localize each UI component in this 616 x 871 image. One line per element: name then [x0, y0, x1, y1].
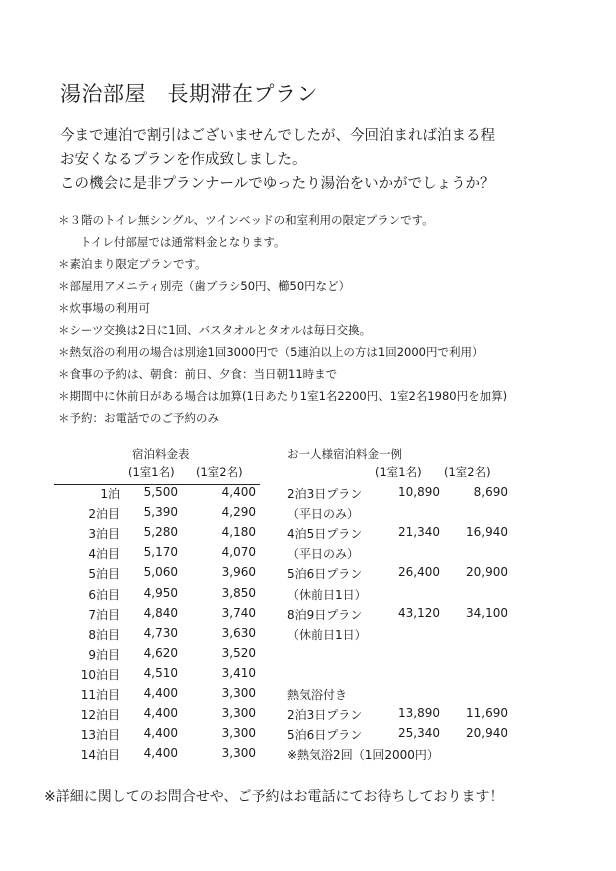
example-single-cell: 13,890: [398, 706, 440, 721]
rate-double-cell: 3,410: [221, 665, 256, 680]
rate-single-cell: 4,400: [143, 686, 178, 700]
rate-day-cell: 2泊目: [88, 507, 120, 522]
example-plan-cell: 5泊6日プラン: [287, 567, 363, 582]
rate-single-cell: 4,620: [143, 645, 178, 660]
rate-single-cell: 5,390: [143, 505, 178, 520]
example-single-cell: 43,120: [398, 605, 440, 620]
example-single-cell: 25,340: [398, 726, 440, 741]
example-single-cell: 10,890: [398, 485, 440, 499]
intro-line-3: この機会に是非プランナールでゆったり湯治をいかがでしょうか？: [60, 176, 495, 192]
note-item: ＊期間中に休前日がある場合は加算(1日あたり1室1名2200円、1室2名1980円を加算): [58, 389, 508, 403]
rate-single-cell: 4,400: [143, 726, 178, 741]
page-title: 湯治部屋 長期滞在プラン: [60, 82, 318, 106]
note-item: ＊３階のトイレ無シングル、ツインベッドの和室利用の限定プランです。: [58, 213, 434, 227]
note-item: ＊部屋用アメニティ別売（歯ブラシ50円、櫛50円など）: [58, 279, 351, 293]
rate-day-cell: 3泊目: [88, 527, 120, 542]
rate-single-cell: 5,170: [143, 545, 178, 560]
rate-double-cell: 3,850: [221, 585, 256, 600]
note-item: ＊素泊まり限定プランです。: [58, 257, 207, 271]
rate-double-cell: 3,630: [221, 625, 256, 640]
rate-single-cell: 5,500: [143, 485, 178, 499]
rate-day-cell: 1泊: [100, 487, 120, 501]
note-item: ＊予約：お電話でのご予約のみ: [58, 411, 219, 425]
example-table-col-double: (1室2名): [444, 465, 491, 479]
rate-day-cell: 9泊目: [88, 647, 120, 662]
note-item: ＊シーツ交換は2日に1回、バスタオルとタオルは毎日交換。: [58, 323, 372, 337]
example-double-cell: 20,940: [466, 726, 508, 741]
rate-double-cell: 3,960: [221, 565, 256, 580]
note-item: ＊熱気浴の利用の場合は別途1回3000円で（5連泊以上の方は1回2000円で利用）: [58, 345, 484, 359]
rate-day-cell: 11泊目: [80, 688, 120, 702]
example-table-title: お一人様宿泊料金一例: [287, 447, 402, 461]
footer-note: ※詳細に関してのお問合せや、ご予約はお電話にてお待ちしております！: [44, 789, 504, 805]
example-plan-cell: 5泊6日プラン: [287, 728, 363, 743]
rate-day-cell: 13泊目: [80, 728, 120, 743]
rate-day-cell: 4泊目: [88, 547, 120, 562]
rate-single-cell: 4,400: [143, 706, 178, 721]
intro-line-2: お安くなるプランを作成致しました。: [60, 152, 307, 168]
intro-line-1: 今まで連泊で割引はございませんでしたが、今回泊まれば泊まる程: [60, 128, 495, 144]
rate-double-cell: 3,300: [221, 746, 256, 761]
rate-double-cell: 4,180: [221, 525, 256, 540]
example-double-cell: 8,690: [473, 485, 508, 499]
rate-day-cell: 12泊目: [80, 708, 120, 723]
rate-single-cell: 4,510: [143, 665, 178, 680]
rate-double-cell: 3,300: [221, 706, 256, 721]
rate-double-cell: 3,740: [221, 605, 256, 620]
rate-day-cell: 7泊目: [88, 607, 120, 622]
example-plan-cell: 8泊9日プラン: [287, 607, 363, 622]
rate-day-cell: 10泊目: [80, 667, 120, 682]
example-plan-cell: 熱気浴付き: [287, 688, 348, 702]
note-item: ＊炊事場の利用可: [58, 301, 150, 315]
rate-double-cell: 4,070: [221, 545, 256, 560]
example-plan-cell: （平日のみ）: [287, 507, 360, 522]
rate-table-col-double: (1室2名): [196, 465, 243, 479]
rate-single-cell: 4,730: [143, 625, 178, 640]
rate-double-cell: 3,300: [221, 686, 256, 700]
example-plan-cell: 2泊3日プラン: [287, 487, 363, 501]
example-plan-cell: 2泊3日プラン: [287, 708, 363, 723]
rate-single-cell: 4,950: [143, 585, 178, 600]
example-plan-cell: （休前日1日）: [287, 587, 367, 602]
example-plan-cell: 4泊5日プラン: [287, 527, 363, 542]
rate-single-cell: 4,400: [143, 746, 178, 761]
rate-single-cell: 4,840: [143, 605, 178, 620]
example-plan-cell: （休前日1日）: [287, 627, 367, 642]
note-item: トイレ付部屋では通常料金となります。: [80, 235, 286, 249]
rate-double-cell: 4,400: [221, 485, 256, 499]
rate-day-cell: 8泊目: [88, 627, 120, 642]
example-single-cell: 21,340: [398, 525, 440, 540]
example-double-cell: 20,900: [466, 565, 508, 580]
example-double-cell: 11,690: [466, 706, 508, 721]
rate-single-cell: 5,060: [143, 565, 178, 580]
rate-day-cell: 6泊目: [88, 587, 120, 602]
rate-single-cell: 5,280: [143, 525, 178, 540]
example-double-cell: 34,100: [466, 605, 508, 620]
example-table-col-single: (1室1名): [375, 465, 422, 479]
rate-double-cell: 3,300: [221, 726, 256, 741]
rate-table-title: 宿泊料金表: [132, 447, 190, 461]
rate-table-col-single: (1室1名): [128, 465, 175, 479]
rate-day-cell: 5泊目: [88, 567, 120, 582]
rate-double-cell: 4,290: [221, 505, 256, 520]
example-double-cell: 16,940: [466, 525, 508, 540]
example-plan-cell: ※熱気浴2回（1回2000円）: [287, 748, 439, 763]
rate-double-cell: 3,520: [221, 645, 256, 660]
note-item: ＊食事の予約は、朝食：前日、夕食：当日朝11時まで: [58, 367, 338, 381]
example-single-cell: 26,400: [398, 565, 440, 580]
example-plan-cell: （平日のみ）: [287, 547, 360, 562]
rate-day-cell: 14泊目: [80, 748, 120, 763]
